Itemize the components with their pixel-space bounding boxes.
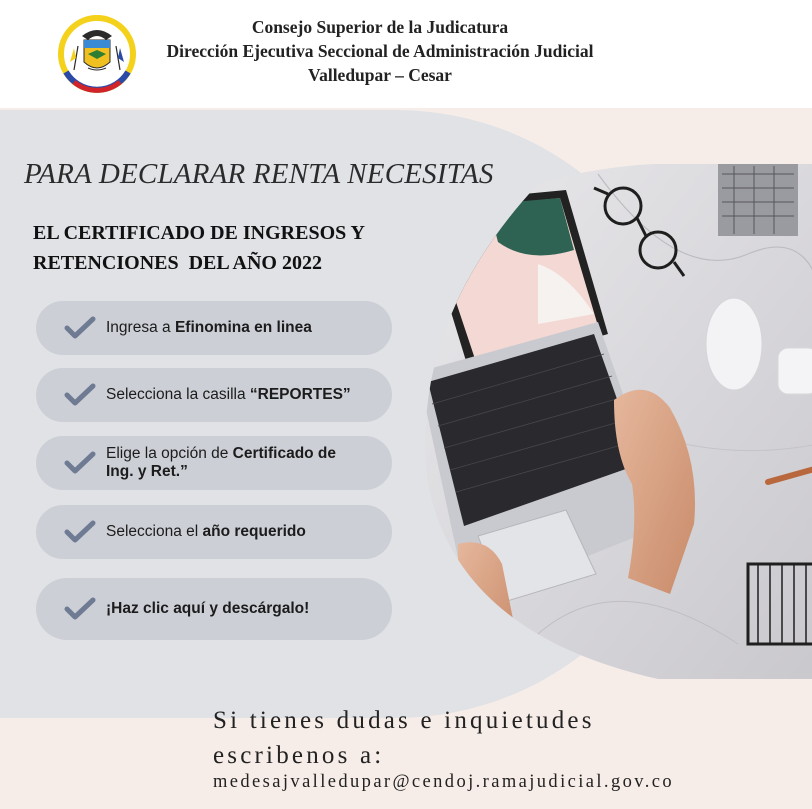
step-3-text	[106, 445, 392, 481]
organization-name	[145, 15, 615, 87]
check-icon	[64, 316, 96, 340]
step-4-pill[interactable]	[36, 505, 392, 559]
step-4-text	[106, 523, 306, 541]
contact-line-2: escribenos a:	[213, 742, 385, 769]
step-5-text	[106, 600, 309, 618]
step-2-bold: “REPORTES”	[249, 386, 351, 403]
subtitle-line-1: EL CERTIFICADO DE INGRESOS Y	[33, 222, 365, 244]
header	[0, 0, 812, 108]
download-link-pill[interactable]	[36, 578, 392, 640]
step-4-bold: año requerido	[202, 523, 306, 540]
laptop-photo	[418, 164, 812, 684]
step-1-pre: Ingresa a	[106, 319, 175, 336]
step-2-pill[interactable]	[36, 368, 392, 422]
org-line-2: Dirección Ejecutiva Seccional de Administración Judicial	[166, 41, 594, 61]
contact-message	[213, 703, 595, 773]
check-icon	[64, 520, 96, 544]
subtitle	[33, 218, 365, 278]
step-2-pre: Selecciona la casilla	[106, 386, 250, 403]
check-icon	[64, 597, 96, 621]
step-3-pill[interactable]	[36, 436, 392, 490]
step-3-pre: Elige la opción de	[106, 445, 233, 462]
step-1-bold: Efinomina en linea	[174, 319, 312, 336]
headline: PARA DECLARAR RENTA NECESITAS	[24, 158, 494, 190]
check-icon	[64, 383, 96, 407]
email-link[interactable]: medesajvalledupar@cendoj.ramajudicial.gov.co	[213, 772, 674, 792]
subtitle-line-2: RETENCIONES DEL AÑO 2022	[33, 252, 322, 274]
step-4-pre: Selecciona el	[106, 523, 203, 540]
contact-line-1: Si tienes dudas e inquietudes	[213, 707, 595, 734]
coat-of-arms-icon	[54, 12, 140, 96]
check-icon	[64, 451, 96, 475]
step-5-bold: ¡Haz clic aquí y descárgalo!	[106, 600, 310, 617]
step-3-bold: Certificado de Ing. y Ret.”	[106, 445, 337, 480]
org-line-1: Consejo Superior de la Judicatura	[251, 17, 509, 37]
step-1-pill[interactable]	[36, 301, 392, 355]
org-line-3: Valledupar – Cesar	[308, 65, 452, 85]
step-1-text	[106, 319, 312, 337]
step-2-text	[106, 386, 351, 404]
